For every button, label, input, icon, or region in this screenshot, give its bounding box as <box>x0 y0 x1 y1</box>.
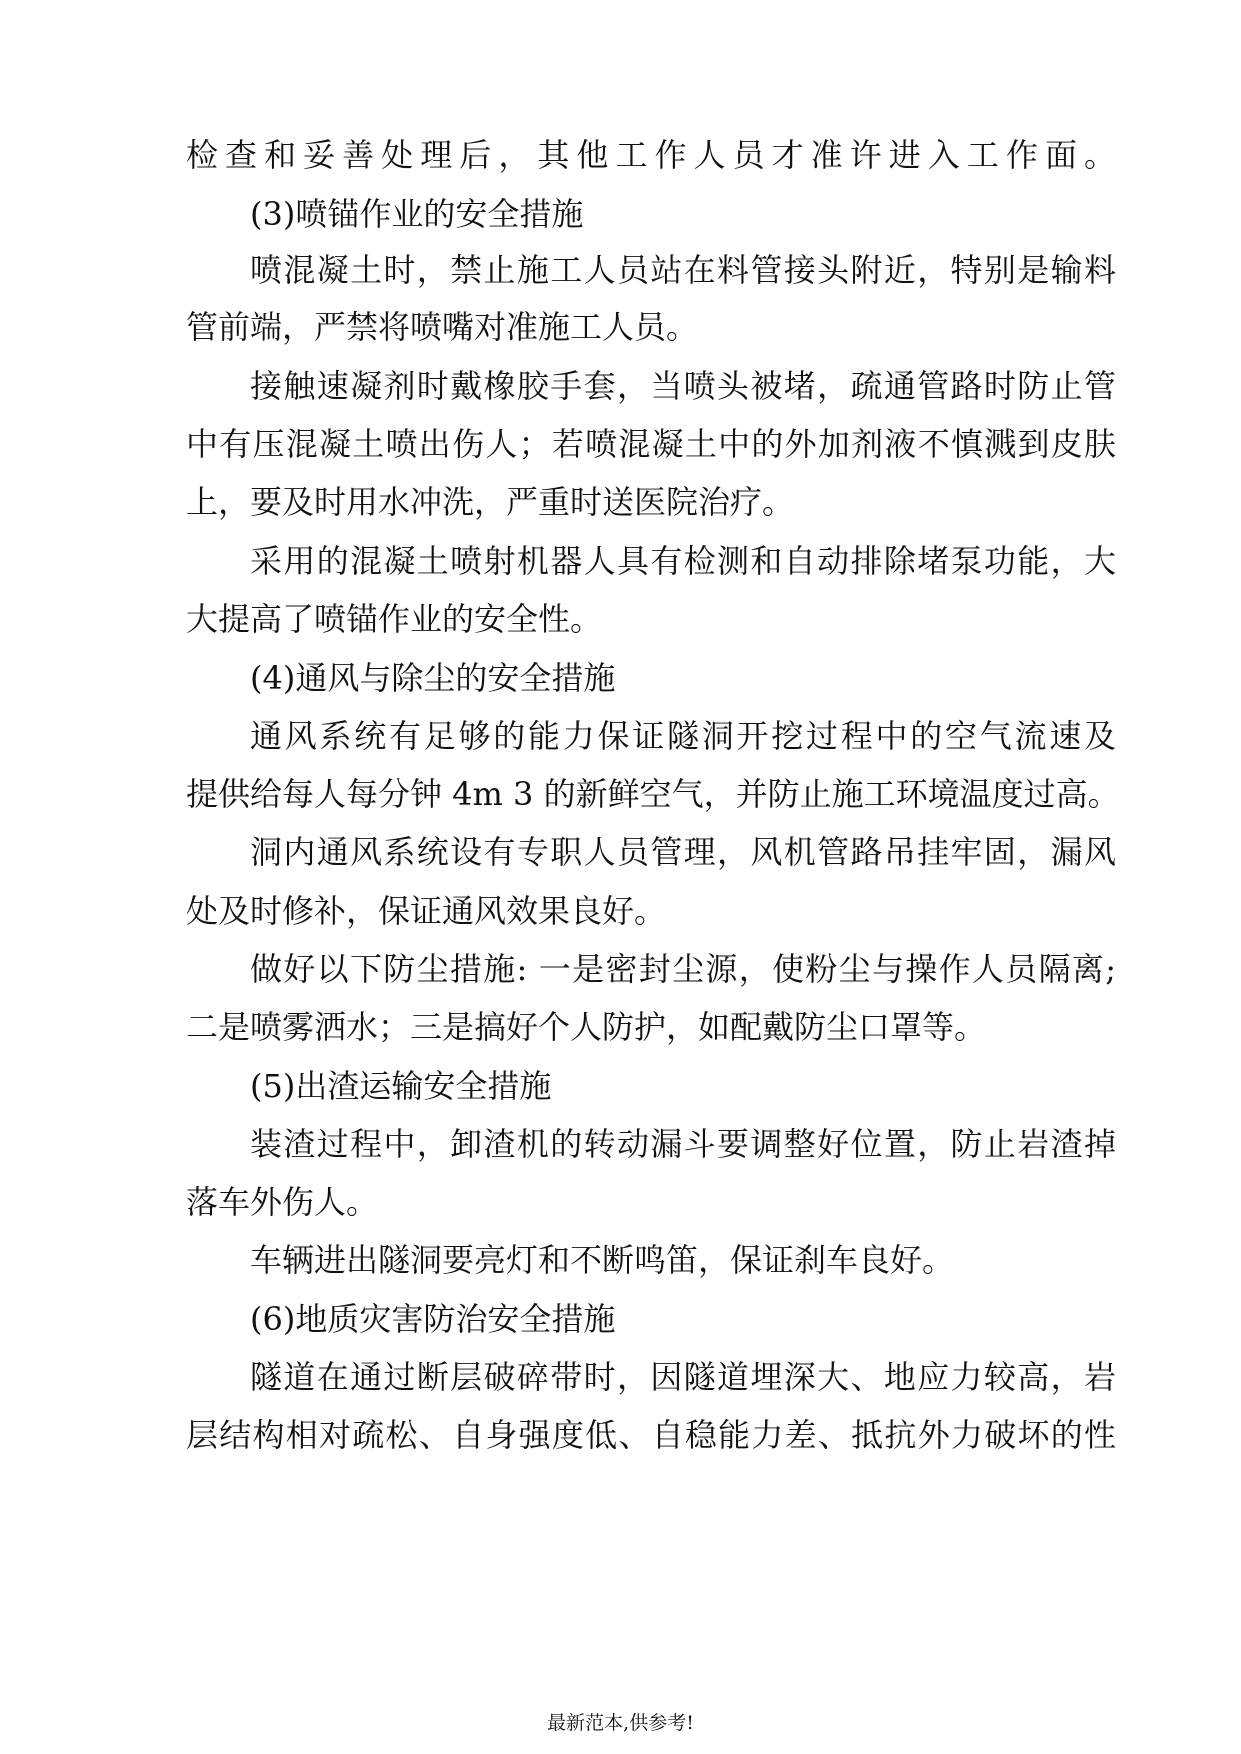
text-line: 二是喷雾洒水；三是搞好个人防护，如配戴防尘口罩等。 <box>186 1008 987 1046</box>
text-line: 做好以下防尘措施: 一是密封尘源，使粉尘与操作人员隔离; <box>250 950 1116 988</box>
text-line: 隧道在通过断层破碎带时，因隧道埋深大、地应力较高，岩 <box>250 1358 1116 1396</box>
text-line: 层结构相对疏松、自身强度低、自稳能力差、抵抗外力破坏的性 <box>186 1416 1116 1454</box>
section-heading: (6)地质灾害防治安全措施 <box>250 1300 616 1338</box>
text-line: 车辆进出隧洞要亮灯和不断鸣笛，保证刹车良好。 <box>250 1241 955 1279</box>
text-line: 喷混凝土时，禁止施工人员站在料管接头附近，特别是输料 <box>250 251 1116 289</box>
section-heading: (5)出渣运输安全措施 <box>250 1067 552 1105</box>
text-line: 中有压混凝土喷出伤人；若喷混凝土中的外加剂液不慎溅到皮肤 <box>186 425 1116 463</box>
section-heading: (3)喷锚作业的安全措施 <box>250 195 584 233</box>
text-line: 通风系统有足够的能力保证隧洞开挖过程中的空气流速及 <box>250 717 1116 755</box>
page-footer: 最新范本,供参考! <box>547 1712 694 1734</box>
text-line: 处及时修补，保证通风效果良好。 <box>186 892 667 930</box>
text-line: 上，要及时用水冲洗，严重时送医院治疗。 <box>186 483 795 521</box>
text-line: 检查和妥善处理后，其他工作人员才准许进入工作面。 <box>186 136 1116 174</box>
text-line: 落车外伤人。 <box>186 1183 379 1221</box>
text-line: 大提高了喷锚作业的安全性。 <box>186 600 603 638</box>
text-line: 采用的混凝土喷射机器人具有检测和自动排除堵泵功能，大 <box>250 542 1116 580</box>
text-line: 管前端，严禁将喷嘴对准施工人员。 <box>186 308 699 346</box>
text-line: 接触速凝剂时戴橡胶手套，当喷头被堵，疏通管路时防止管 <box>250 367 1116 405</box>
text-line: 洞内通风系统设有专职人员管理，风机管路吊挂牢固，漏风 <box>250 833 1116 871</box>
text-line: 提供给每人每分钟 4m 3 的新鲜空气，并防止施工环境温度过高。 <box>186 775 1120 813</box>
text-line: 装渣过程中，卸渣机的转动漏斗要调整好位置，防止岩渣掉 <box>250 1125 1116 1163</box>
section-heading: (4)通风与除尘的安全措施 <box>250 659 616 697</box>
